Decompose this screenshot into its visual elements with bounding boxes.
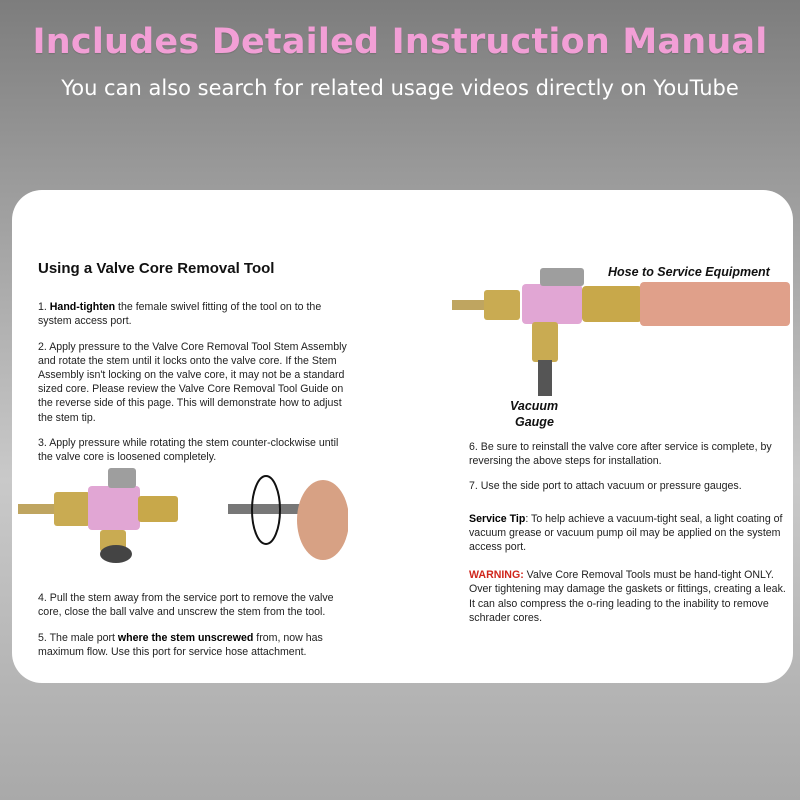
step-1: 1. Hand-tighten the female swivel fitting of the tool on to the system access port. [38,301,322,328]
left-port-icon [138,496,178,522]
side-port-icon [532,322,558,362]
step-5-pre: 5. The male port [38,631,118,644]
right-column [469,440,787,636]
step-7: 7. Use the side port to attach vacuum or pressure gauges. [469,480,742,493]
step-5-post: from, now has maximum flow. Use this port for service hose attachment. [38,631,323,658]
step-2: 2. Apply pressure to the Valve Core Removal Tool Stem Assembly and rotate the stem until it locks onto the valve core. If the Stem Assembly isn't locking on the valve core, it may not be a standard sized core. Please review the Valve Core Removal Tool Guide on the reverse side of this page. This will demonstrate how to adjust the stem tip. [38,340,347,424]
hose-label: Hose to Service Equipment [608,265,770,279]
manual-title: Using a Valve Core Removal Tool [38,260,275,277]
left-fitting-icon [54,492,90,526]
cap-icon [100,545,132,563]
valve-body-icon [522,284,582,324]
warning-label: WARNING: [469,569,524,582]
manual-page [12,190,793,683]
left-valve-body-icon [88,486,140,530]
service-hose-icon [640,282,790,326]
step-4: 4. Pull the stem away from the service port to remove the valve core, close the ball valve and unscrew the stem from the tool. [38,592,334,619]
gauge-line-icon [538,360,552,396]
vacuum-label: Vacuum [510,399,559,413]
gauge-label: Gauge [515,415,554,429]
step-1-bold: Hand-tighten [49,301,116,314]
step-1-text: the female swivel fitting of the tool on to the system access port. [38,301,322,328]
banner-title: Includes Detailed Instruction Manual [32,22,768,62]
swivel-fitting-icon [484,290,520,320]
left-handle-icon [108,468,136,488]
warning [469,568,787,625]
valve-handle-icon [540,268,584,286]
rotation-illustration [18,462,348,572]
step-3: 3. Apply pressure while rotating the stem counter-clockwise until the valve core is loosened completely. [38,436,339,464]
warning-text: Valve Core Removal Tools must be hand-tight ONLY. Over tightening may damage the gaskets or fittings, creating a leak. It can also compress the o-ring leading to the inability to remove schrader cores. [469,569,786,624]
step-6: 6. Be sure to reinstall the valve core after service is complete, by reversing the above steps for installation. [469,441,772,468]
service-tip-text: : To help achieve a vacuum-tight seal, a light coating of vacuum grease or vacuum pump oil may be applied on the system access port. [469,512,783,554]
male-port-icon [582,286,642,322]
service-tip-label: Service Tip [469,512,526,525]
service-tip [469,512,787,555]
hand-icon [297,480,348,560]
valve-tool-diagram [452,260,792,410]
step-5-bold: where the stem unscrewed [117,631,254,644]
left-stem-tip-icon [18,504,58,514]
step-5 [38,631,354,659]
banner-subtitle: You can also search for related usage videos directly on YouTube [61,76,739,100]
